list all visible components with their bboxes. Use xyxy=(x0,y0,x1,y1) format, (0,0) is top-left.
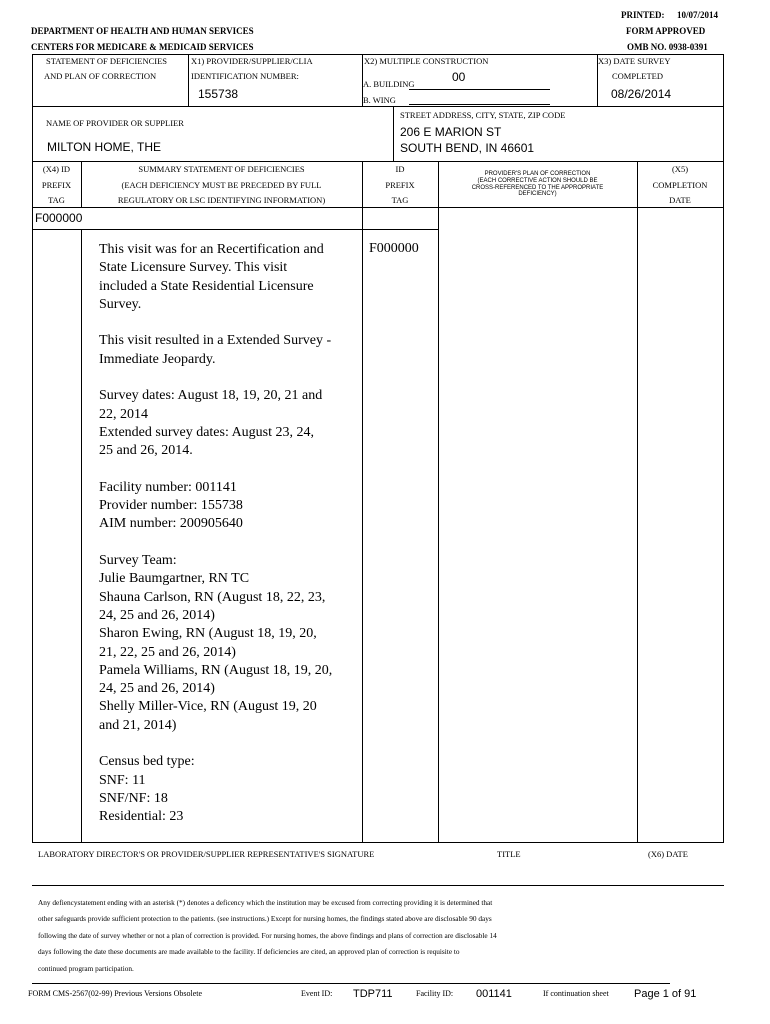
summary-paragraph-dates: Survey dates: August 18, 19, 20, 21 and 22, 2014 Extended survey dates: August 23, 24, 25 and 26, 2014. xyxy=(99,388,323,459)
address-line2: SOUTH BEND, IN 46601 xyxy=(400,141,535,155)
plan-header-line2: (EACH CORRECTIVE ACTION SHOULD BE xyxy=(477,177,598,184)
id-header-line3: TAG xyxy=(391,195,409,205)
plan-header-line4: DEFICIENCY) xyxy=(518,191,557,198)
summary-paragraph-numbers: Facility number: 001141 Provider number: 155738 AIM number: 200905640 xyxy=(99,479,243,532)
rule xyxy=(81,229,82,842)
provider-name-label: NAME OF PROVIDER OR SUPPLIER xyxy=(46,118,184,128)
x2-label: X2) MULTIPLE CONSTRUCTION xyxy=(364,56,489,66)
summary-paragraph-visit: This visit was for an Recertification and State Licensure Survey. This visit included a State Residential Licensure Survey. xyxy=(99,242,324,312)
statement-label-line1: STATEMENT OF DEFICIENCIES xyxy=(46,56,168,66)
disclaimer-line: days following the date these documents are made available to the facility. If deficiencies are cited, an approved plan of correction is requisite to xyxy=(38,947,460,957)
signature-label: LABORATORY DIRECTOR'S OR PROVIDER/SUPPLIER REPRESENTATIVE'S SIGNATURE xyxy=(38,849,375,859)
provider-id-value: 155738 xyxy=(198,87,239,101)
disclaimer-line: following the date of survey whether or not a plan of correction is provided. For nursing homes, the above findings and plans of correction are disclosable 14 xyxy=(38,930,497,940)
title-label: TITLE xyxy=(497,849,521,859)
wing-underline xyxy=(409,104,550,105)
rule xyxy=(32,106,724,107)
x1-label-line2: IDENTIFICATION NUMBER: xyxy=(191,71,299,81)
rule xyxy=(393,106,394,161)
x4-header-line3: TAG xyxy=(48,195,65,205)
deficiency-tag-id: F000000 xyxy=(369,241,419,256)
x3-label-line1: X3) DATE SURVEY xyxy=(598,56,671,66)
summary-statement xyxy=(99,241,357,845)
x3-label-line2: COMPLETED xyxy=(612,71,663,81)
survey-date-value: 08/26/2014 xyxy=(611,87,672,101)
x5-header-line3: DATE xyxy=(669,195,691,205)
facility-id-value: 001141 xyxy=(476,988,512,1000)
rule xyxy=(723,54,724,842)
rule xyxy=(188,54,189,106)
rule xyxy=(438,161,439,842)
disclaimer xyxy=(38,895,497,977)
page-number: Page 1 of 91 xyxy=(634,988,697,1000)
facility-id-label: Facility ID: xyxy=(416,989,454,998)
address-label: STREET ADDRESS, CITY, STATE, ZIP CODE xyxy=(400,110,566,120)
rule xyxy=(32,207,724,208)
summary-header-line2: (EACH DEFICIENCY MUST BE PRECEDED BY FULL xyxy=(121,180,322,190)
x4-header-line1: (X4) ID xyxy=(42,164,71,174)
printed-label: PRINTED: xyxy=(621,10,665,20)
statement-label-line2: AND PLAN OF CORRECTION xyxy=(44,71,157,81)
omb-number: OMB NO. 0938-0391 xyxy=(627,42,708,52)
form-approved: FORM APPROVED xyxy=(626,26,706,36)
address-line1: 206 E MARION ST xyxy=(400,125,502,139)
plan-header-line1: PROVIDER'S PLAN OF CORRECTION xyxy=(484,171,591,177)
department-title: DEPARTMENT OF HEALTH AND HUMAN SERVICES xyxy=(31,26,254,36)
building-label: A. BUILDING xyxy=(363,79,415,89)
x4-header-line2: PREFIX xyxy=(41,180,72,190)
multiple-construction-value: 00 xyxy=(452,70,466,84)
summary-header-line1: SUMMARY STATEMENT OF DEFICIENCIES xyxy=(138,164,305,174)
summary-header-line3: REGULATORY OR LSC IDENTIFYING INFORMATION) xyxy=(117,195,326,205)
building-underline xyxy=(409,89,550,90)
rule xyxy=(32,229,438,230)
rule xyxy=(32,983,670,984)
plan-header xyxy=(438,171,637,198)
id-header-line2: PREFIX xyxy=(385,180,415,190)
centers-title: CENTERS FOR MEDICARE & MEDICAID SERVICES xyxy=(31,42,254,52)
x1-label-line1: X1) PROVIDER/SUPPLIER/CLIA xyxy=(191,56,313,66)
id-header-line1: ID xyxy=(395,164,405,174)
printed-date: 10/07/2014 xyxy=(677,10,719,20)
rule xyxy=(32,161,724,162)
disclaimer-line: continued program participation. xyxy=(38,963,134,973)
disclaimer-line: other safeguards provide sufficient protection to the patients. (see instructions.) Except for nursing homes, the findings stated above are disclosable 90 days xyxy=(38,914,492,924)
summary-paragraph-census: Census bed type: SNF: 11 SNF/NF: 18 Residential: 23 xyxy=(99,754,195,825)
rule xyxy=(362,161,363,842)
rule xyxy=(32,885,724,886)
x5-header-line2: COMPLETION xyxy=(652,180,708,190)
plan-header-line3: CROSS-REFERENCED TO THE APPROPRIATE xyxy=(471,184,604,191)
summary-paragraph-team: Survey Team: Julie Baumgartner, RN TC Shauna Carlson, RN (August 18, 22, 23, 24, 25 and 26, 2014) Sharon Ewing, RN (August 18, 19, 20, 21, 22, 25 and 26, 2014) Pamela Williams, RN (August 18, 19, 20, 24, 25 and 26, 2014) Shelly Miller-Vice, RN (August 19, 20 and 21, 2014) xyxy=(99,553,333,733)
wing-label: B. WING xyxy=(363,95,396,105)
rule xyxy=(637,161,638,842)
continuation-label: If continuation sheet xyxy=(543,989,609,998)
deficiency-tag-left: F000000 xyxy=(35,211,83,225)
x6-date-label: (X6) DATE xyxy=(648,849,688,859)
provider-name-value: MILTON HOME, THE xyxy=(47,140,162,154)
event-id-value: TDP711 xyxy=(353,988,393,1000)
disclaimer-line: Any defiencystatement ending with an asterisk (*) denotes a deficency which the institution may be excused from correcting providing it is determined that xyxy=(38,898,493,907)
form-number: FORM CMS-2567(02-99) Previous Versions Obsolete xyxy=(28,989,203,998)
event-id-label: Event ID: xyxy=(301,989,333,998)
summary-paragraph-result: This visit resulted in a Extended Survey - Immediate Jeopardy. xyxy=(99,333,332,367)
x5-header-line1: (X5) xyxy=(671,164,689,174)
rule xyxy=(32,54,724,55)
